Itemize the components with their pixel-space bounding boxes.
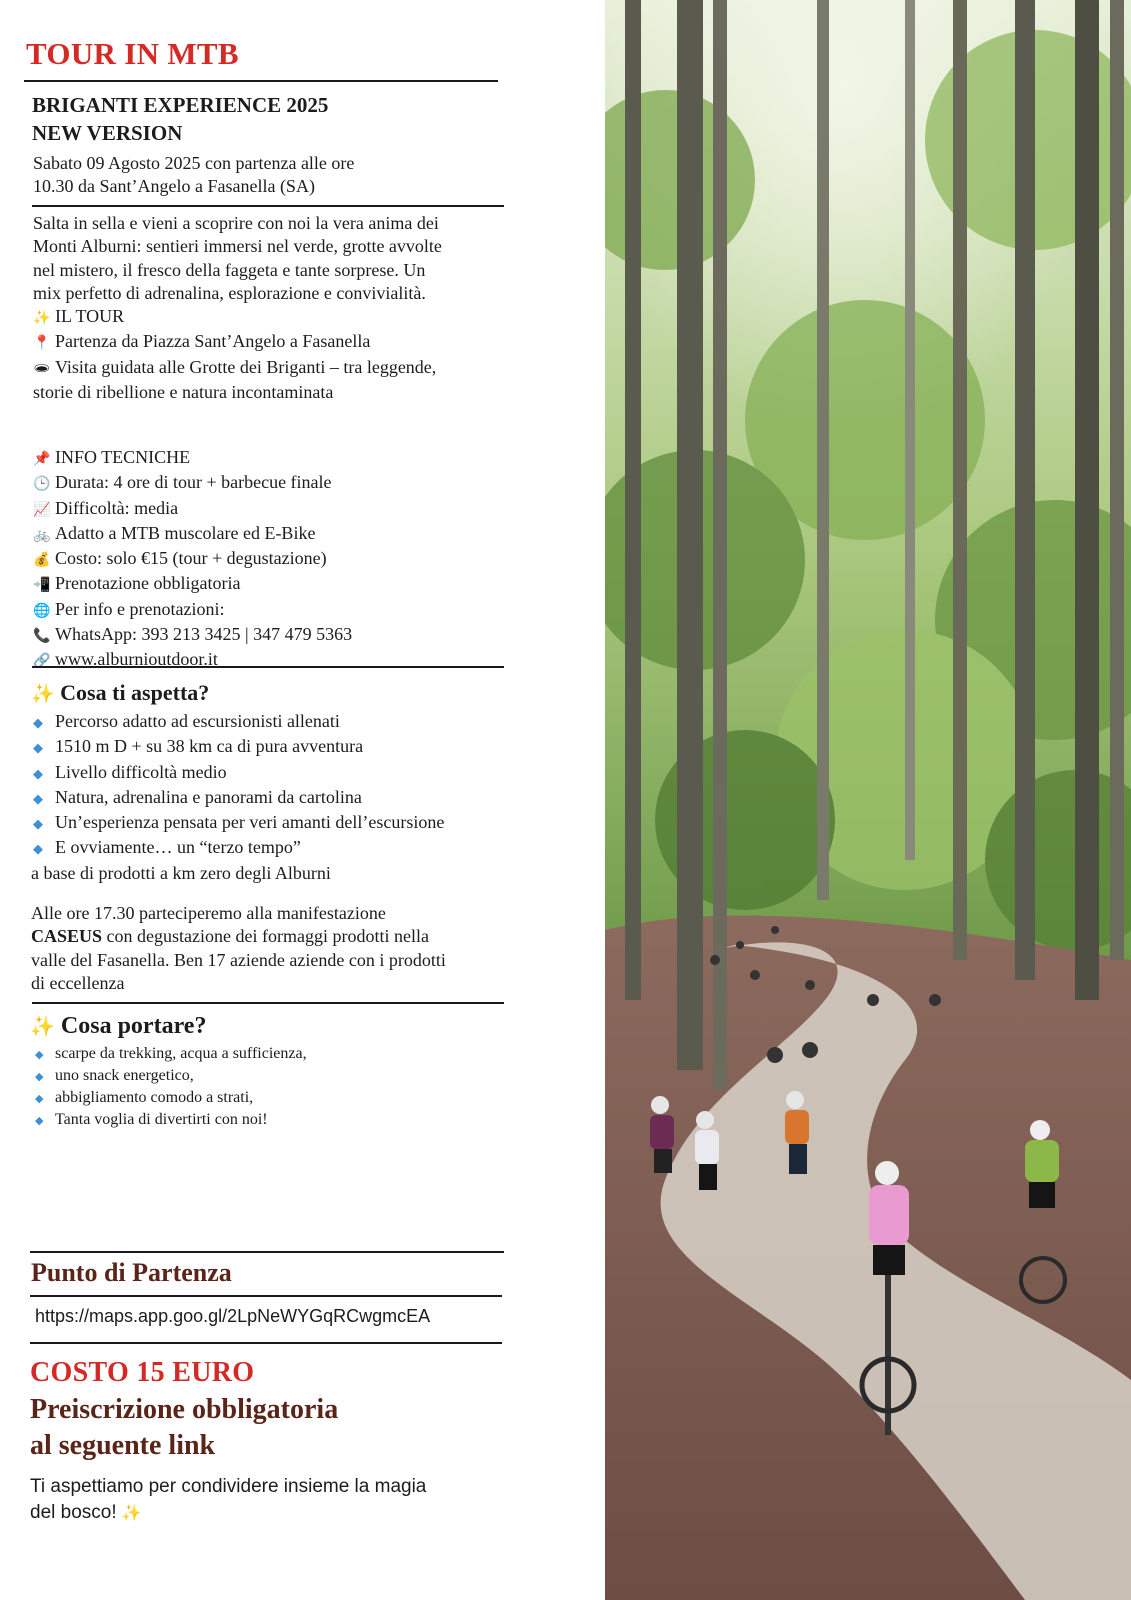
list-item: ◆ 1510 m D + su 38 km ca di pura avventura [33,735,444,760]
start-heading: Punto di Partenza [31,1258,232,1287]
blue-diamond-icon: ◆ [33,817,43,833]
sparkles-icon: ✨ [31,683,55,705]
divider [30,1295,502,1297]
blue-diamond-icon: ◆ [33,716,43,731]
link-icon: 🔗 [33,653,51,670]
pushpin-icon: 📌 [33,451,51,467]
telephone-icon: 📞 [33,628,51,645]
divider [32,666,504,668]
list-item: ◆ scarpe da trekking, acqua a sufficienza, [35,1043,307,1065]
list-item: 📈 Difficoltà: media [33,497,352,522]
start-map-link[interactable]: https://maps.app.goo.gl/2LpNeWYGqRCwgmcEA [35,1306,431,1326]
list-item: 📞 WhatsApp: 393 213 3425 | 347 479 5363 [33,623,352,648]
list-item: ◆ Un’esperienza pensata per veri amanti dell’escursione [33,811,444,836]
blue-diamond-icon: ◆ [35,1092,44,1105]
list-item: 💰 Costo: solo €15 (tour + degustazione) [33,547,352,572]
forest-mtb-photo [605,0,1131,1600]
money-bag-icon: 💰 [33,552,51,569]
blue-diamond-icon: ◆ [33,842,43,858]
closing-message: Ti aspettiamo per condividere insieme la magia del bosco! ✨ [30,1476,427,1523]
list-item [33,648,352,673]
divider [32,1002,504,1004]
bring-list [35,1043,307,1131]
divider [30,1342,502,1344]
event-title: BRIGANTI EXPERIENCE 2025 NEW VERSION [32,93,329,145]
blue-diamond-icon: ◆ [33,741,43,757]
list-item: 🕒 Durata: 4 ore di tour + barbecue finale [33,471,352,496]
list-item: ◆ abbigliamento comodo a strati, [35,1087,307,1109]
pin-icon: 📍 [33,335,51,352]
cost-title: COSTO 15 EURO [30,1357,255,1388]
list-item: ◆ Tanta voglia di divertirti con noi! [35,1109,307,1131]
list-item: 🚲 Adatto a MTB muscolare ed E-Bike [33,522,352,547]
divider [30,1251,504,1253]
bicycle-icon: 🚲 [33,526,51,543]
list-item: 🕳 Visita guidata alle Grotte dei Briganti – tra leggende, [33,356,442,381]
website-link[interactable]: www.alburnioutdoor.it [55,649,218,670]
mobile-phone-icon: 📲 [33,577,51,594]
list-item: 📍 Partenza da Piazza Sant’Angelo a Fasanella [33,330,442,355]
intro-paragraph: Salta in sella e vieni a scoprire con noi la vera anima dei Monti Alburni: sentieri immersi nel verde, grotte avvolte nel mistero, il fresco della faggeta e tante sorprese. Un mix perfetto di adrenalina, esplorazione e convivialità. ✨ IL TOUR 📍 Partenza da Piazza Sant’Angelo a Fasanella 🕳 Visita guidata alle Grotte dei Briganti – tra leggende, storie di ribellione e natura incontaminata [33,213,442,403]
hole-icon: 🕳 [33,360,51,377]
divider [24,80,498,82]
tour-heading: ✨ IL TOUR [33,305,442,330]
expect-heading: ✨ Cosa ti aspetta? [31,680,210,705]
list-item: ◆ Livello difficoltà medio [33,761,444,786]
globe-icon: 🌐 [33,602,51,619]
list-item: ◆ Percorso adatto ad escursionisti allenati [33,710,444,735]
list-item: 🌐 Per info e prenotazioni: [33,598,352,623]
sparkles-icon: ✨ [33,310,51,327]
chart-increasing-icon: 📈 [33,501,51,518]
blue-diamond-icon: ◆ [35,1070,44,1083]
list-item: ◆ uno snack energetico, [35,1065,307,1087]
divider [32,205,504,207]
blue-diamond-icon: ◆ [35,1114,44,1127]
clock-icon: 🕒 [33,476,51,493]
registration-note: Preiscrizione obbligatoria al seguente link [30,1394,339,1461]
info-section [33,446,352,674]
sparkles-icon: ✨ [121,1503,142,1522]
blue-diamond-icon: ◆ [33,791,43,807]
expect-list: ◆ Percorso adatto ad escursionisti allenati ◆ 1510 m D + su 38 km ca di pura avventura ◆ Livello difficoltà medio ◆ Natura, adrenalina e panorami da cartolina ◆ Un’esperienza pensata per veri amanti dell’escursione ◆ E ovviamente… un “terzo tempo” a base di prodotti a km zero degli Alburni [31,711,445,883]
list-item: ◆ Natura, adrenalina e panorami da cartolina [33,786,444,811]
list-item: 📲 Prenotazione obbligatoria [33,572,352,597]
sparkles-icon: ✨ [30,1014,55,1038]
blue-diamond-icon: ◆ [35,1048,44,1061]
info-heading: 📌 INFO TECNICHE [33,446,352,471]
caseus-name: CASEUS [31,926,103,947]
page-title: TOUR IN MTB [26,36,239,71]
caseus-paragraph: Alle ore 17.30 parteciperemo alla manifestazione CASEUS con degustazione dei formaggi prodotti nella valle del Fasanella. Ben 17 aziende aziende con i prodotti di eccellenza [31,903,446,993]
blue-diamond-icon: ◆ [33,766,43,782]
list-item: ◆ E ovviamente… un “terzo tempo” [33,836,444,861]
bring-heading: ✨ Cosa portare? [30,1013,207,1039]
event-date: Sabato 09 Agosto 2025 con partenza alle ore 10.30 da Sant’Angelo a Fasanella (SA) [33,153,355,197]
